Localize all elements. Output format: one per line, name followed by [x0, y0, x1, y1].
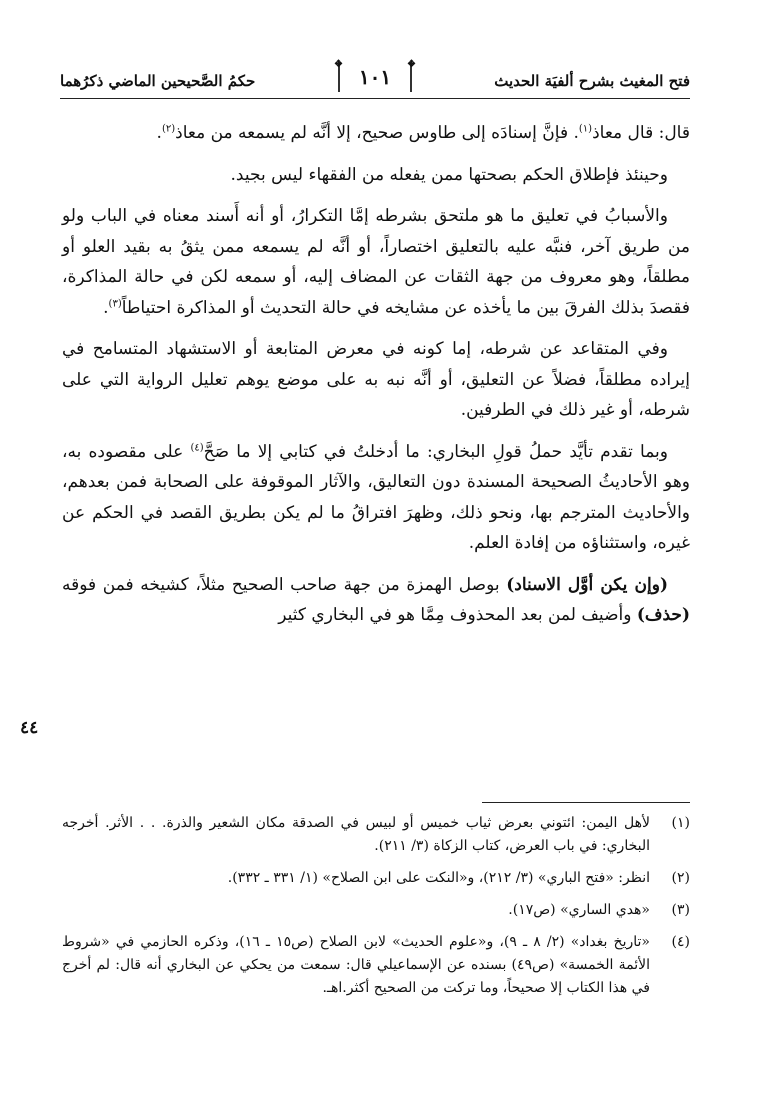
running-header — [60, 60, 690, 100]
footnote-text: انظر: «فتح الباري» (٣/ ٢١٢)، و«النكت على ابن الصلاح» (١/ ٣٣١ ـ ٣٣٢). — [227, 870, 650, 886]
footnote-ref-2[interactable]: (٢) — [161, 123, 176, 135]
section-title: حكمُ الصَّحيحين الماضي ذكرُهما — [60, 72, 256, 90]
verse-number: ٤٤ — [20, 718, 39, 738]
matn-quote: (وإن يكن أوَّل الاسناد) — [506, 574, 668, 595]
text: . — [156, 123, 162, 143]
matn-quote: (حذف) — [636, 605, 690, 625]
paragraph-2: وحينئذ فإطلاق الحكم بصحتها ممن يفعله من الفقهاء ليس بجيد. — [230, 164, 668, 185]
footnote-number: (٣) — [671, 902, 690, 918]
footnote — [62, 812, 690, 858]
footnote — [62, 931, 690, 1000]
paragraph-1 — [62, 118, 690, 149]
footnote-ref-1[interactable]: (١) — [578, 123, 593, 135]
footnote-ref-3[interactable]: (٣) — [108, 297, 122, 309]
text: قال: قال معاذ — [592, 123, 690, 143]
footnote — [62, 867, 690, 890]
book-title: فتح المغيث بشرح ألفيَة الحديث — [494, 72, 690, 90]
footnote-number: (٢) — [671, 870, 690, 886]
text: وبما تقدم تأيَّد حملُ قولِ البخاري: ما أدخلتُ في كتابي إلا ما صَحَّ — [203, 441, 668, 462]
paragraph-4: وفي المتقاعد عن شرطه، إما كونه في معرض المتابعة أو الاستشهاد المتسامح في إيراده مطلقاً، فضلاً عن التعليق، أو أنَّه نبه به على موضع يوهم تعليل الرواية التي على شرطه، أو غير ذلك في الطرفين. — [62, 339, 690, 420]
footnote-number: (٤) — [671, 934, 690, 950]
footnote — [62, 899, 690, 922]
main-text — [62, 118, 690, 642]
paragraph-6 — [62, 570, 690, 631]
text: على مقصوده به، وهو الأحاديثُ الصحيحة المسندة دون التعاليق، والآثار الموقوفة على الصحابة فمن بعدهم، والأحاديث المترجم بها، ونحو ذلك، وظهرَ افتراقُ ما لم يكن بطريق القصد في الحكم عن غيره، واستثناؤه من إفادة العلم. — [62, 441, 690, 553]
footnote-text: «هدي الساري» (ص١٧). — [508, 902, 650, 918]
footnote-number: (١) — [671, 815, 690, 831]
ornament-icon: ❖ — [334, 59, 343, 70]
text: والأسبابُ في تعليق ما هو ملتحق بشرطه إمَّا التكرارُ، أو أنه أَسند معناه في الباب ولو من طريق آخر، فنبَّه عليه بالتعليق اختصاراً، أو أنَّه لم يسمعه ممن يثقُ به بقيد العلو أو مطلقاً، وهو معروف من جهة الثقات عن المضاف إليه، أو سمعه لكن في حالة المذاكرة، فقصدَ بذلك الفرقَ بين ما يأخذه عن مشايخه في حالة التحديث أو المذاكرة احتياطاً — [62, 206, 690, 318]
paragraph-5 — [62, 437, 690, 559]
text: بوصل الهمزة من جهة صاحب الصحيح مثلاً، كشيخه فمن فوقه — [62, 574, 507, 595]
footnote-text: «تاريخ بغداد» (٢/ ٨ ـ ٩)، و«علوم الحديث» لابن الصلاح (ص١٥ ـ ١٦)، وذكره الحازمي في «شروط الأئمة الخمسة» (ص٤٩) بسنده عن الإسماعيلي قال: سمعت من يحكي عن البخاري أنه قال: لم أخرج في هذا الكتاب إلا صحيحاً، وما تركت من الصحيح أكثر.اهـ. — [62, 934, 650, 996]
ornament-icon: ❖ — [407, 59, 416, 70]
text: . — [103, 297, 109, 318]
footnote-divider — [482, 802, 690, 803]
text: . فإنَّ إسنادَه إلى طاوس صحيح، إلا أنَّه لم يسمعه من معاذ — [175, 123, 579, 143]
page-number: ١٠١ — [358, 65, 392, 89]
header-divider — [60, 98, 690, 99]
page-number-box — [334, 59, 416, 92]
text: وأضيف لمن بعد المحذوف مِمَّا هو في البخاري كثير — [278, 605, 637, 625]
footnote-text: لأهل اليمن: ائتوني بعرض ثياب خميس أو لبيس في الصدقة مكان الشعير والذرة. . . الأثر. أخرجه البخاري: في باب العرض، كتاب الزكاة (٣/ ٢١١). — [62, 815, 650, 854]
paragraph-3 — [62, 201, 690, 323]
footnote-ref-4[interactable]: (٤) — [190, 441, 204, 453]
footnotes — [62, 812, 690, 1009]
